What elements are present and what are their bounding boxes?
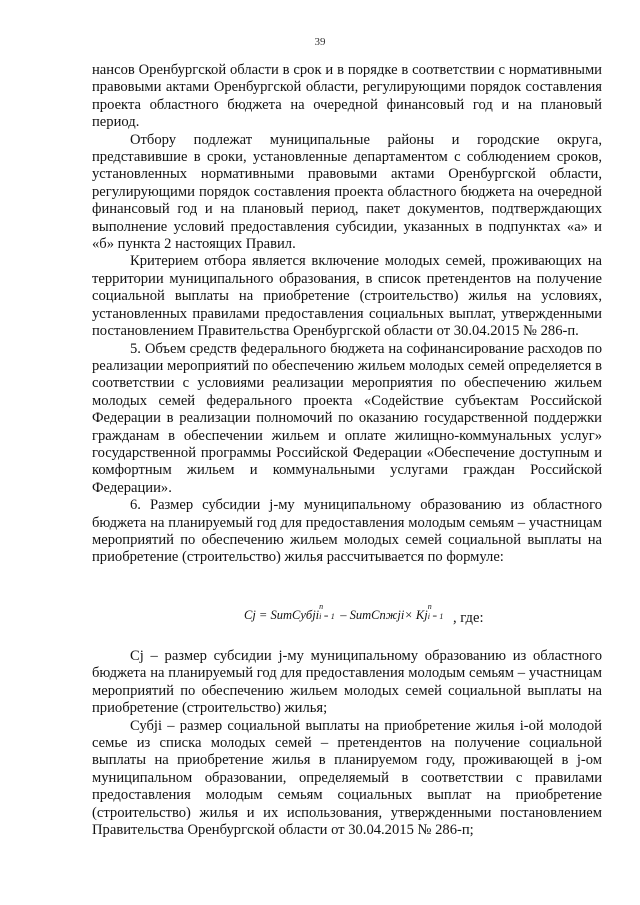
formula-minus: –	[337, 608, 350, 622]
paragraph-criterion: Критерием отбора является включение молодых семей, проживающих на территории муниципального образования, в список претендентов на получение социальной выплаты на приобретение (строительство) жилья на условиях, установленных правилами предоставления социальных выплат, утвержденными постановлением Правительства Оренбургской области от 30.04.2015 № 286-п.	[92, 253, 602, 340]
formula-term3: Kj	[415, 608, 428, 622]
paragraph-selection: Отбору подлежат муниципальные районы и городские округа, представившие в сроки, установленные департаментом с соблюдением сроков, установленных нормативными правовыми актами Оренбургской области, регулирующими порядок составления проекта областного бюджета на очередной финансовый год и на плановый период, пакет документов, подтверждающих выполнение условий предоставления субсидии, указанных в подпунктах «а» и «б» пункта 2 настоящих Правил.	[92, 131, 602, 253]
formula-lhs: Cj =	[244, 608, 271, 622]
text-block-top	[92, 62, 602, 567]
paragraph-item-6: 6. Размер субсидии j-му муниципальному образованию из областного бюджета на планируемый год для предоставления молодым семьям – участницам мероприятий по обеспечению жильем молодых семей социальной выплаты на приобретение (строительство) жилья рассчитывается по формуле:	[92, 497, 602, 566]
formula-term1: SumСубji	[270, 608, 320, 622]
formula-term3-sub: i = 1	[427, 612, 444, 621]
definition-subji: Субji – размер социальной выплаты на приобретение жилья i-ой молодой семье из списка молодых семей – претендентов на получение социальной выплаты на приобретение жилья в планируемом году, проживающей в j-ом муниципальном образовании, определяемый в соответствии с правилами предоставления молодым семьям социальных выплат на приобретение (строительство) жилья и их использования, утвержденными постановлением Правительства Оренбургской области от 30.04.2015 № 286-п;	[92, 717, 602, 839]
subsidy-formula	[244, 602, 446, 623]
formula-term1-sup: n	[319, 602, 324, 611]
definition-cj: Cj – размер субсидии j-му муниципальному образованию из областного бюджета на планируемый год для предоставления молодым семьям – участницам мероприятий по обеспечению жильем молодых семей социальной выплаты на приобретение (строительство) жилья;	[92, 648, 602, 717]
formula-term2: SumСпжji	[349, 608, 405, 622]
formula-term1-sub: i = 1	[319, 612, 335, 621]
formula-suffix: , где:	[453, 610, 484, 626]
paragraph-continuation: нансов Оренбургской области в срок и в порядке в соответствии с нормативными правовыми актами Оренбургской области, регулирующими порядок составления проекта областного бюджета на очередной финансовый год и на плановый период.	[92, 62, 602, 131]
formula-term1-limits	[319, 602, 337, 621]
paragraph-item-5: 5. Объем средств федерального бюджета на софинансирование расходов по реализации мероприятий по обеспечению жильем молодых семей определяется в соответствии с условиями реализации мероприятия по обеспечению жильем молодых семей федерального проекта «Содействие субъектам Российской Федерации в реализации полномочий по оказанию государственной поддержки гражданам в обеспечении жильем и оплате жилищно-коммунальных услуг» государственной программы Российской Федерации «Обеспечение доступным и комфортным жильем и коммунальными услугами граждан Российской Федерации».	[92, 340, 602, 496]
formula-term3-sup: n	[427, 602, 432, 611]
formula-term3-limits	[427, 602, 446, 621]
page-number: 39	[314, 36, 326, 48]
formula-line	[0, 602, 640, 632]
formula-times: ×	[404, 608, 416, 622]
text-block-bottom	[92, 648, 602, 839]
